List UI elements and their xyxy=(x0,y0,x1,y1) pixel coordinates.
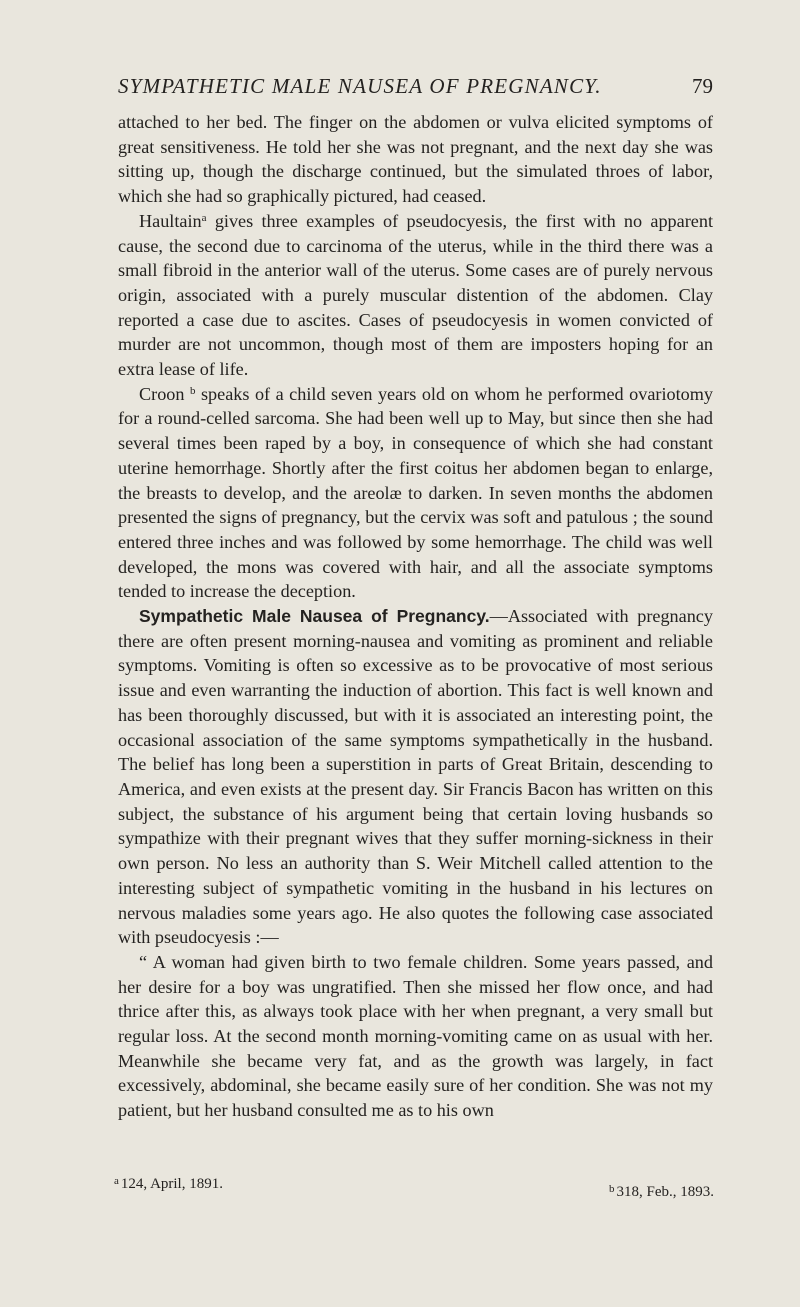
footnote-text-b: 318, Feb., 1893. xyxy=(616,1184,714,1200)
footnote-mark-b: b xyxy=(609,1183,615,1195)
footnote-a xyxy=(114,1175,223,1193)
author-name: Croon xyxy=(139,383,185,404)
footnote-mark-a: a xyxy=(114,1175,119,1187)
running-title: SYMPATHETIC MALE NAUSEA OF PREGNANCY. xyxy=(118,74,602,98)
section-heading: Sympathetic Male Nausea of Pregnancy. xyxy=(139,606,490,627)
footnotes xyxy=(114,1175,714,1199)
paragraph-text: speaks of a child seven years old on whom he performed ovariotomy for a round-celled sarcoma. She had been well up to May, but since then she had several times been raped by a boy, in consequence of which she had constant uterine hemorrhage. Shortly after the first coitus her abdomen began to enlarge, the breasts to develop, and the areolæ to darken. In seven months the abdomen presented the signs of pregnancy, but the cervix was soft and patulous ; the sound entered three inches and was followed by some hemorrhage. The child was well developed, the mons was covered with hair, and all the associate symptoms tended to increase the deception. xyxy=(118,383,713,602)
page-number: 79 xyxy=(692,74,713,98)
footnote-text-a: 124, April, 1891. xyxy=(120,1176,223,1192)
body-text xyxy=(118,110,713,1123)
paragraph-sympathetic-nausea xyxy=(118,604,713,950)
paragraph-quotation: “ A woman had given birth to two female children. Some years passed, and her desire for a boy was ungratified. Then she missed her flow once, and had thrice after this, as always took place with her when pregnant, a very small but regular loss. At the second month morning-vomiting came on as usual with her. Meanwhile she became very fat, and as the growth was largely, in fact excessively, abdominal, she became easily sure of her condition. She was not my patient, but her husband consulted me as to his own xyxy=(118,951,713,1121)
paragraph-text: —Associated with pregnancy there are often present morning-nausea and vomiting as prominent and reliable symptoms. Vomiting is often so excessive as to be provocative of most serious issue and even warranting the induction of abortion. This fact is well known and has been thoroughly discussed, but with it is associated an interesting point, the occasional association of the same symptoms sympathetically in the husband. The belief has long been a superstition in parts of Great Britain, descending to America, and even exists at the present day. Sir Francis Bacon has written on this subject, the substance of his argument being that certain loving husbands so sympathize with their pregnant wives that they suffer morning-sickness in their own person. No less an authority than S. Weir Mitchell called attention to the interesting subject of sympathetic vomiting in the husband in his lectures on nervous maladies some years ago. He also quotes the following case associated with pseudocyesis :— xyxy=(118,606,713,948)
footnote-b xyxy=(609,1183,714,1201)
footnote-ref-b: b xyxy=(189,384,196,397)
paragraph-text: gives three examples of pseudocyesis, the first with no apparent cause, the second due to carcinoma of the uterus, while in the third there was a small fibroid in the anterior wall of the uterus. Some cases are of purely nervous origin, associated with a purely muscular distention of the abdomen. Clay reported a case due to ascites. Cases of pseudocyesis in women convicted of murder are not uncommon, though most of them are imposters hoping for an extra lease of life. xyxy=(118,210,713,380)
paragraph-continued: attached to her bed. The finger on the abdomen or vulva elicited symptoms of great sensitiveness. He told her she was not pregnant, and the next day she was sitting up, though the discharge continued, but the simulated throes of labor, which she had so graphically pictured, had ceased. xyxy=(118,112,713,207)
author-name: Haultain xyxy=(139,210,202,231)
running-head xyxy=(118,74,713,108)
paragraph-haultain xyxy=(118,209,713,382)
footnote-ref-a: a xyxy=(201,211,207,224)
paragraph-croon xyxy=(118,382,713,604)
